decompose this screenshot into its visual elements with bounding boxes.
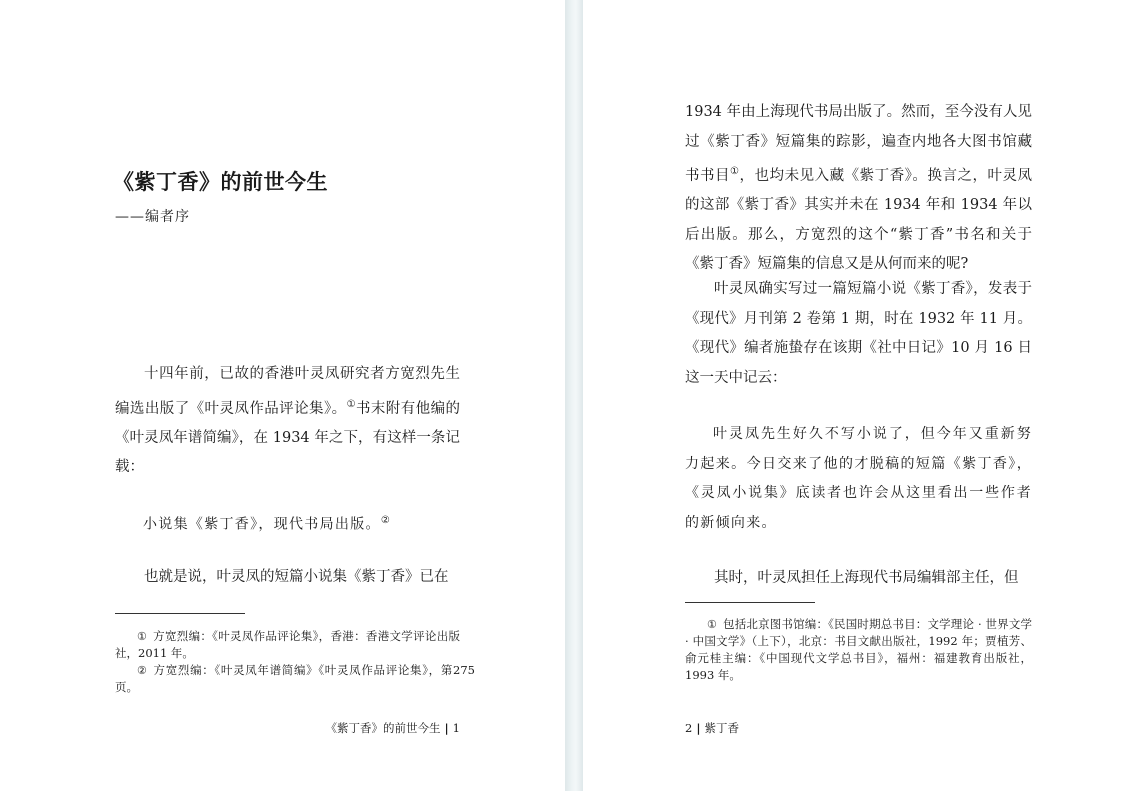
left-quote-text: 小说集《紫丁香》，现代书局出版。 — [143, 516, 381, 533]
footnote-divider — [685, 602, 815, 603]
footnote-text: 方宽烈编：《叶灵凤年谱简编》《叶灵凤作品评论集》，第275页。 — [115, 663, 475, 694]
footnote-ref-2: ② — [380, 515, 392, 526]
right-quote: 叶灵凤先生好久不写小说了，但今年又重新努力起来。今日交来了他的才脱稿的短篇《紫丁香》，《灵凤小说集》底读者也许会从这里看出一些作者的新倾向来。 — [685, 426, 1032, 531]
left-paragraph-1-text-b: 书末附有他编的《叶灵凤年谱简编》，在 1934 年之下，有这样一条记载： — [115, 400, 461, 476]
footnote-ref-1: ① — [730, 166, 740, 177]
page-number: 1 — [452, 721, 460, 735]
right-paragraph-1 — [685, 98, 1032, 280]
right-page — [583, 0, 1148, 791]
left-quote — [115, 506, 460, 540]
left-page-footer — [325, 720, 460, 736]
left-paragraph-2: 也就是说，叶灵凤的短篇小说集《紫丁香》已在 — [144, 569, 449, 585]
footnote-mark: ② — [137, 664, 148, 677]
footnote-mark: ① — [707, 618, 718, 631]
right-paragraph-2: 叶灵凤确实写过一篇短篇小说《紫丁香》，发表于《现代》月刊第 2 卷第 1 期，时在 1932 年 11 月。《现代》编者施蛰存在该期《社中日记》10 月 16 日这一天中记云： — [685, 281, 1032, 386]
footer-separator: | — [696, 721, 701, 735]
chapter-subtitle: ——编者序 — [115, 209, 190, 225]
footer-title: 《紫丁香》的前世今生 — [325, 721, 441, 735]
chapter-title: 《紫丁香》的前世今生 — [113, 169, 328, 194]
footnote-mark: ① — [137, 630, 148, 643]
footer-title: 紫丁香 — [704, 721, 740, 735]
page-number: 2 — [685, 721, 693, 735]
left-footnote-2 — [115, 662, 475, 696]
left-footnote-1 — [115, 628, 460, 662]
footer-separator: | — [444, 721, 449, 735]
footnote-text: 方宽烈编：《叶灵凤作品评论集》，香港：香港文学评论出版社，2011 年。 — [115, 629, 460, 660]
right-paragraph-1-text-b: ，也均未见入藏《紫丁香》。换言之，叶灵凤的这部《紫丁香》其实并未在 1934 年和 1934 年以后出版。那么，方宽烈的这个“紫丁香”书名和关于《紫丁香》短篇集的信息又是从何而来的呢? — [685, 167, 1033, 273]
right-paragraph-1-text-a: 1934 年由上海现代书局出版了。然而，至今没有人见过《紫丁香》短篇集的踪影，遍查内地各大图书馆藏书书目 — [685, 104, 1032, 184]
left-paragraph-1 — [115, 360, 460, 483]
book-gutter — [565, 0, 583, 791]
footnote-ref-1: ① — [346, 398, 356, 410]
right-footnote-1 — [685, 616, 1032, 684]
footnote-text: 包括北京图书馆编：《民国时期总书目：文学理论 · 世界文学 · 中国文学》（上下），北京：书目文献出版社，1992 年；贾植芳、俞元桂主编：《中国现代文学总书目》，福州：福建教育出版社，1993 年。 — [685, 617, 1032, 682]
right-page-footer — [685, 720, 739, 736]
right-paragraph-3: 其时，叶灵凤担任上海现代书局编辑部主任，但 — [714, 570, 1019, 586]
footnote-divider — [115, 613, 245, 614]
left-paragraph-1-text-a: 十四年前，已故的香港叶灵凤研究者方宽烈先生编选出版了《叶灵凤作品评论集》。 — [115, 366, 460, 417]
left-page — [0, 0, 565, 791]
